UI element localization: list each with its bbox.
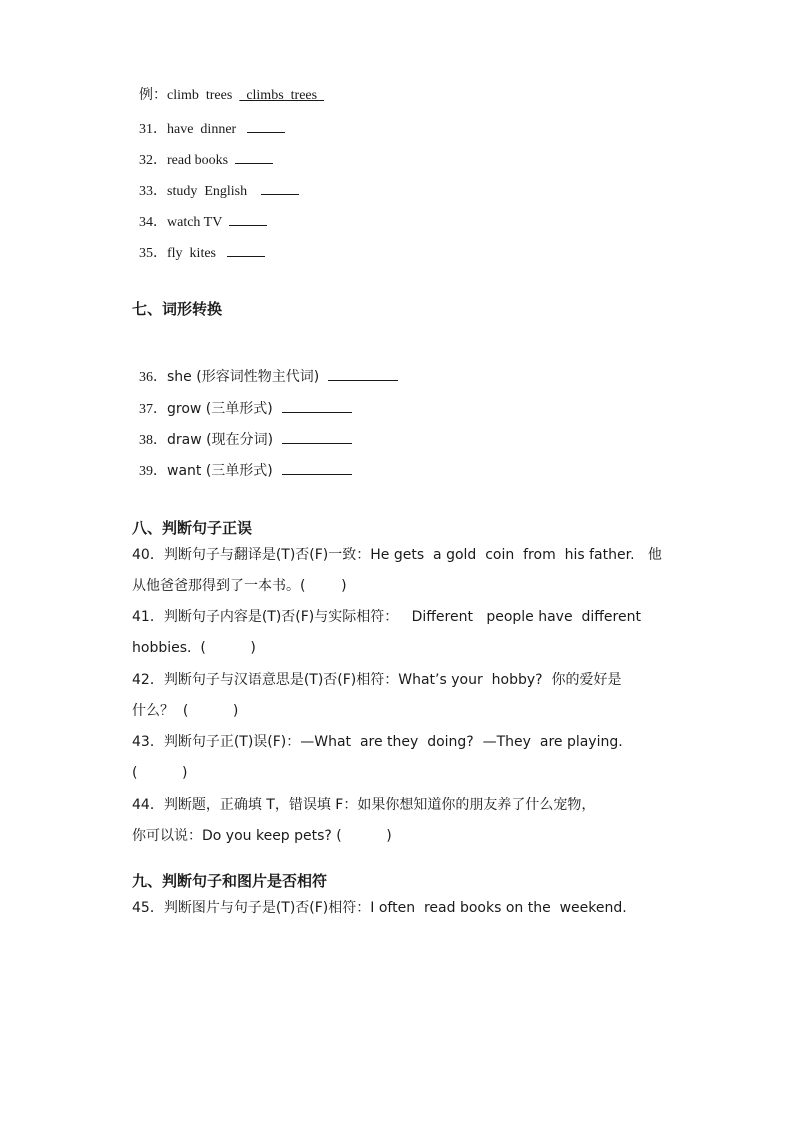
answer-blank[interactable] [227,242,265,257]
question-42-line2: 什么？ ( ) [132,703,239,719]
question-44-line2: 你可以说：Do you keep pets? ( ) [132,828,392,844]
question-45-line1: 45．判断图片与句子是(T)否(F)相符：I often read books on the weekend. [132,900,627,916]
question-40-line2: 从他爸爸那得到了一本书。( ) [132,578,347,594]
question-number: 36． [139,370,167,385]
question-text: have dinner [167,122,247,137]
section-7-title: 七、词形转换 [132,300,223,318]
question-text: grow (三单形式) [167,401,282,417]
question-41-line2: hobbies. ( ) [132,640,256,656]
question-42-line1: 42．判断句子与汉语意思是(T)否(F)相符：What’s your hobby? 你的爱好是 [132,672,622,688]
question-text: draw (现在分词) [167,432,282,448]
question-number: 33． [139,184,167,199]
question-number: 37． [139,402,167,417]
question-text: read books [167,153,236,168]
question-text: watch TV [167,215,230,230]
section-9-title: 九、判断句子和图片是否相符 [132,872,328,890]
question-40-line1: 40．判断句子与翻译是(T)否(F)一致：He gets a gold coin from his father. 他 [132,547,662,563]
answer-blank[interactable] [282,460,352,475]
example-prefix: 例：climb trees [139,88,240,103]
question-43-line2: ( ) [132,765,188,781]
question-number: 31． [139,122,167,137]
question-text: fly kites [167,246,227,261]
question-text: want (三单形式) [167,463,282,479]
question-number: 35． [139,246,167,261]
question-text: study English [167,184,262,199]
question-text: she (形容词性物主代词) [167,369,329,385]
question-41-line1: 41．判断句子内容是(T)否(F)与实际相符： Different people have different [132,609,641,625]
question-44-line1: 44．判断题，正确填 T，错误填 F：如果你想知道你的朋友养了什么宠物， [132,797,596,813]
section-8-title: 八、判断句子正误 [132,519,253,537]
question-number: 39． [139,464,167,479]
question-number: 38． [139,433,167,448]
question-35 [132,222,265,264]
example-answer: climbs trees [239,88,325,103]
question-number: 34． [139,215,167,230]
question-number: 32． [139,153,167,168]
question-43-line1: 43．判断句子正(T)误(F)：—What are they doing? —They are playing. [132,734,623,750]
question-39 [132,440,352,482]
